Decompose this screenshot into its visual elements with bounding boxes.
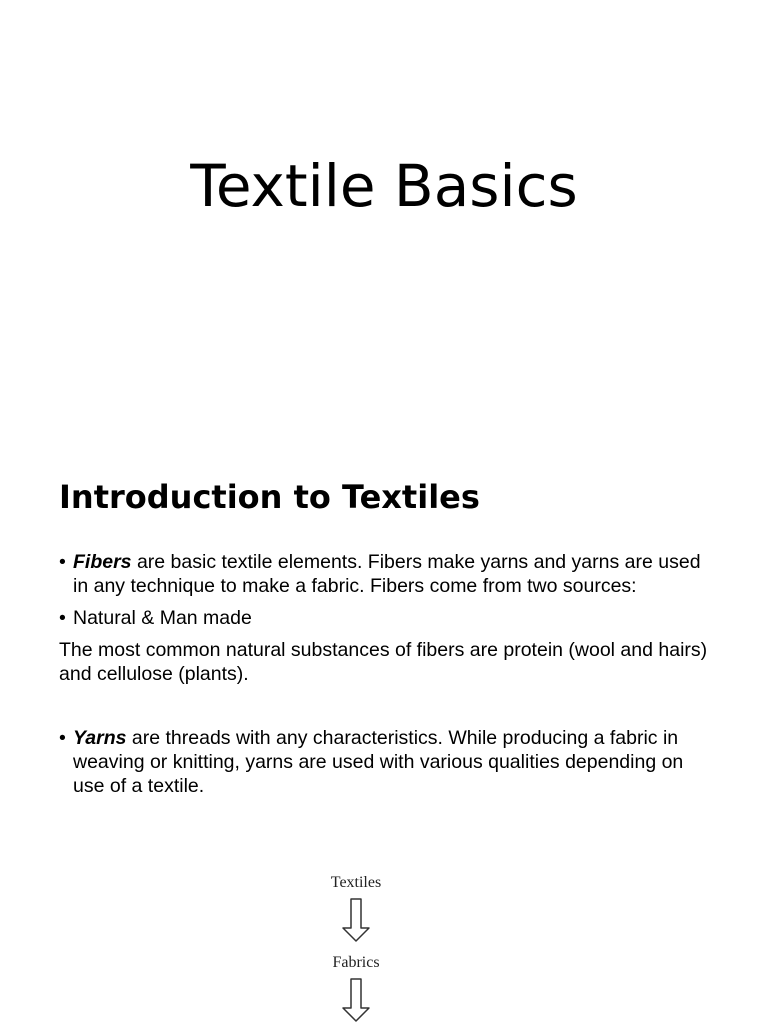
bullet-marker: • bbox=[59, 607, 66, 629]
spacer bbox=[59, 686, 719, 726]
sources-bullet bbox=[59, 606, 719, 630]
down-arrow-icon bbox=[341, 898, 371, 942]
section-heading: Introduction to Textiles bbox=[59, 478, 480, 516]
yarns-bullet bbox=[59, 726, 719, 798]
slide-title: Textile Basics bbox=[190, 152, 578, 220]
yarns-term: Yarns bbox=[73, 727, 127, 749]
flow-step-fabrics: Fabrics bbox=[332, 954, 380, 971]
fibers-text: are basic textile elements. Fibers make yarns and yarns are used in any technique to make a fabric. Fibers come from two sources: bbox=[73, 551, 701, 597]
fibers-term: Fibers bbox=[73, 551, 132, 573]
bullet-marker: • bbox=[59, 551, 66, 573]
bullet-marker: • bbox=[59, 727, 66, 749]
yarns-text: are threads with any characteristics. While producing a fabric in weaving or knitting, yarns are used with various qualities depending on use of a textile. bbox=[73, 727, 684, 797]
natural-paragraph: The most common natural substances of fibers are protein (wool and hairs) and cellulose (plants). bbox=[59, 639, 708, 685]
fibers-bullet bbox=[59, 550, 719, 598]
slide-content bbox=[59, 550, 719, 806]
flow-diagram bbox=[300, 872, 412, 1032]
flow-step-textiles: Textiles bbox=[330, 874, 382, 891]
sources-text: Natural & Man made bbox=[73, 607, 252, 629]
down-arrow-icon bbox=[341, 978, 371, 1022]
